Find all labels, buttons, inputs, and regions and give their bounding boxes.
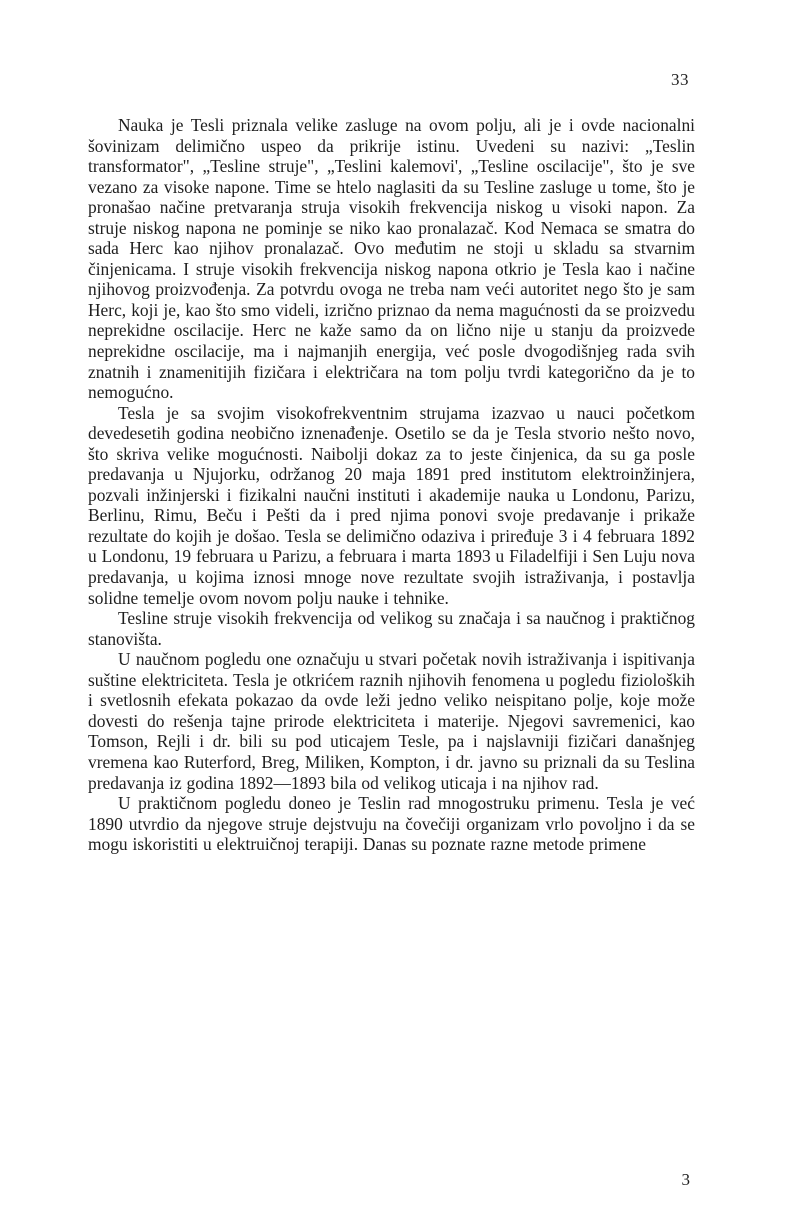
paragraph-4: U naučnom pogledu one označuju u stvari početak novih istraživanja i ispitivanja suštine elektriciteta. Tesla je otkrićem raznih njihovih fenomena u pogledu fizioloških i svetlosnih efekata pokazao da ovde leži jedno veliko neispitano polje, koje može dovesti do rešenja tajne prirode elektriciteta i materije. Njegovi savremenici, kao Tomson, Rejli i dr. bili su pod uticajem Tesle, pa i najslavniji fizičari današnjeg vremena kao Ruterford, Breg, Miliken, Kompton, i dr. javno su priznali da su Teslina predavanja iz godina 1892—1893 bila od velikog uticaja i na njihov rad. bbox=[88, 649, 695, 793]
paragraph-5: U praktičnom pogledu doneo je Teslin rad mnogostruku primenu. Tesla je već 1890 utvrdio da njegove struje dejstvuju na čovečiji organizam vrlo povoljno i da se mogu iskoristiti u elektruičnoj terapiji. Danas su poznate razne metode primene bbox=[88, 793, 695, 855]
paragraph-3: Tesline struje visokih frekvencija od velikog su značaja i sa naučnog i praktičnog stanovišta. bbox=[88, 608, 695, 649]
body-text bbox=[88, 115, 695, 855]
paragraph-1: Nauka je Tesli priznala velike zasluge na ovom polju, ali je i ovde nacionalni šovinizam delimično uspeo da prikrije istinu. Uvedeni su nazivi: „Teslin transformator", „Tesline struje", „Teslini kalemovi', „Tesline oscilacije", što je sve vezano za visoke napone. Time se htelo naglasiti da su Tesline zasluge u tome, što je pronašao načine pretvaranja struja visokih frekvencija niskog u visoki napon. Za struje niskog napona ne pominje se niko kao pronalazač. Kod Nemaca se smatra do sada Herc kao njihov pronalazač. Ovo međutim ne stoji u skladu sa stvarnim činjenicama. I struje visokih frekvencija niskog napona otkrio je Tesla kao i načine njihovog proizvođenja. Za potvrdu ovoga ne treba nam veći autoritet nego što je sam Herc, koji je, kao što smo videli, izrično priznao da nema magućnosti da se proizvedu neprekidne oscilacije. Herc ne kaže samo da on lično nije u stanju da proizvede neprekidne oscilacije, ma i najmanjih energija, već posle dvogodišnjeg rada svih znatnih i znamenitijih fizičara i električara na tom polju tvrdi kategorično da je to nemogućno. bbox=[88, 115, 695, 403]
signature-mark: 3 bbox=[681, 1170, 690, 1189]
paragraph-2: Tesla je sa svojim visokofrekventnim strujama izazvao u nauci početkom devedesetih godina neobično iznenađenje. Osetilo se da je Tesla stvorio nešto novo, što skriva velike mogućnosti. Naibolji dokaz za to jeste činjenica, da su ga posle predavanja u Njujorku, održanog 20 maja 1891 pred institutom elektroinžinjera, pozvali inžinjerski i fizikalni naučni instituti i akademije nauka u Londonu, Parizu, Berlinu, Rimu, Beču i Pešti da i pred njima ponovi svoje predavanje i prikaže rezultate do kojih je došao. Tesla se delimično odaziva i priređuje 3 i 4 februara 1892 u Londonu, 19 februara u Parizu, a februara i marta 1893 u Filadelfiji i Sen Luju nova predavanja, u kojima iznosi mnoge nove rezultate svojih istraživanja, i postavlja solidne temelje ovom novom polju nauke i tehnike. bbox=[88, 402, 695, 608]
page-number: 33 bbox=[671, 70, 689, 89]
